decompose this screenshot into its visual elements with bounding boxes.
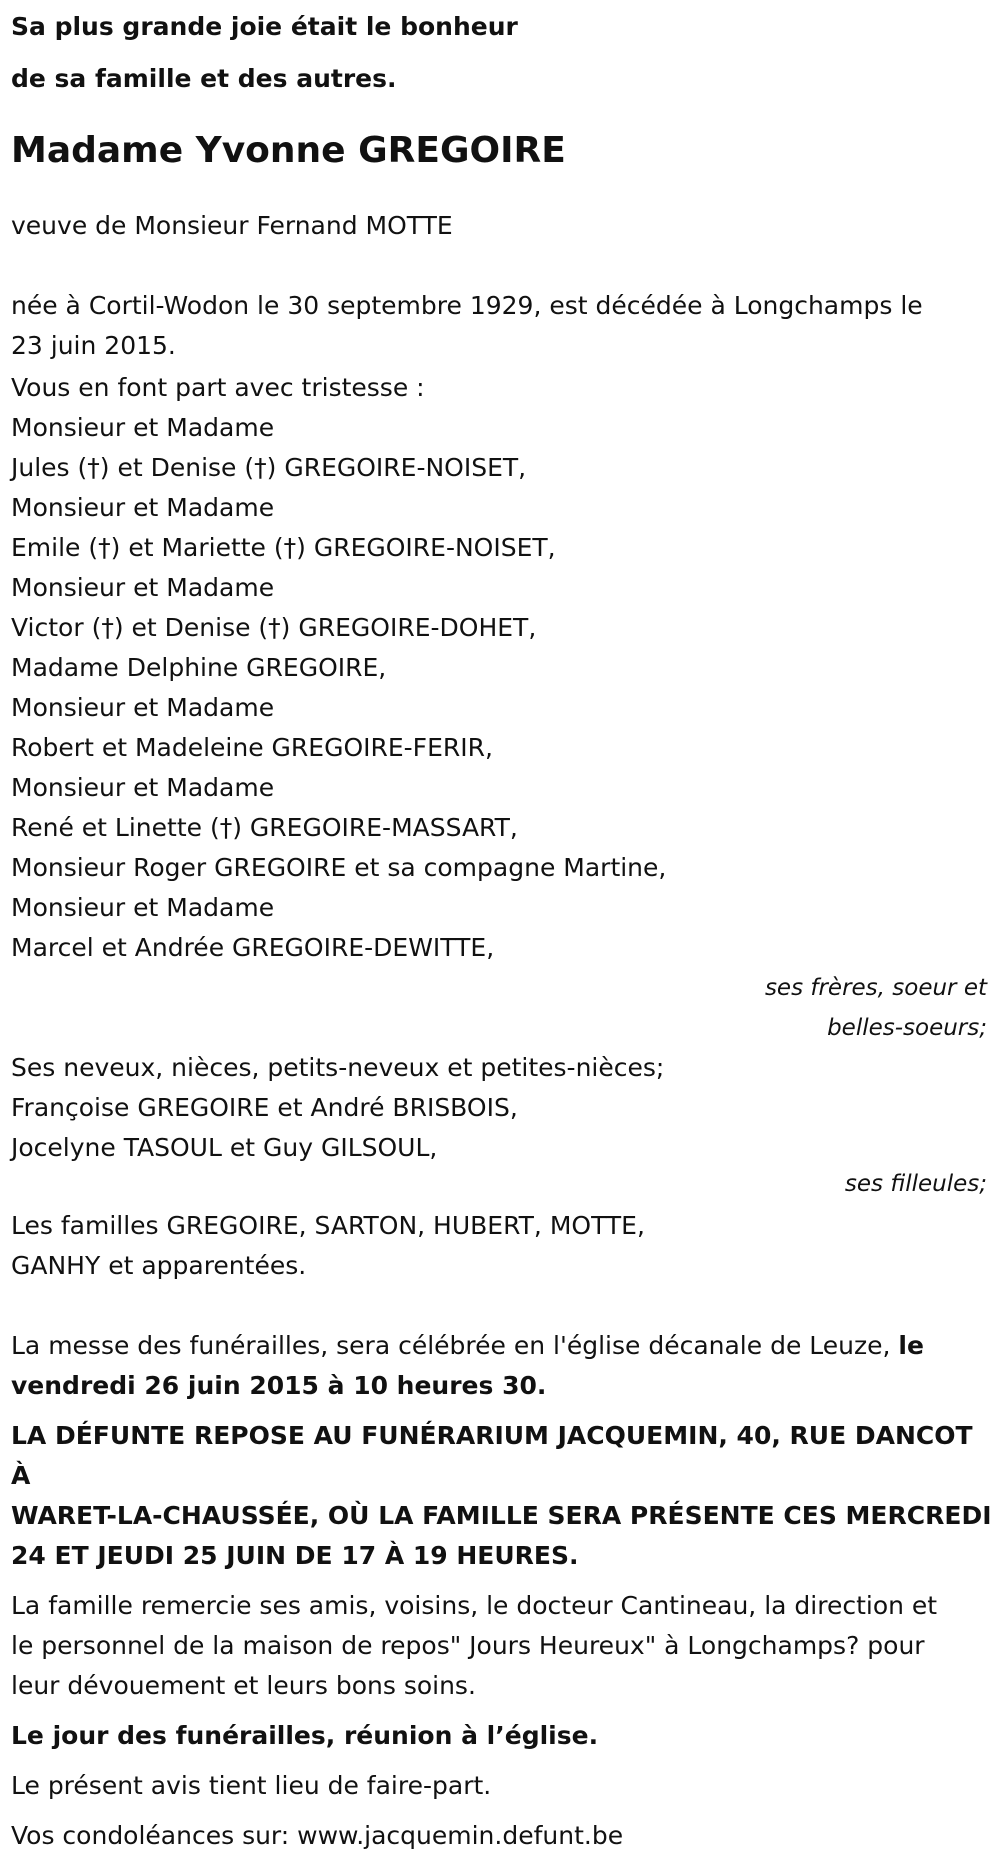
sibling-line: Robert et Madeleine GREGOIRE-FERIR, — [11, 733, 493, 762]
godchildren-role: ses filleules; — [844, 1171, 987, 1197]
repose-line: LA DÉFUNTE REPOSE AU FUNÉRARIUM JACQUEMIN, 40, RUE DANCOT À — [11, 1421, 973, 1490]
sibling-line: Monsieur Roger GREGOIRE et sa compagne Martine, — [11, 853, 667, 882]
thanks-line: La famille remercie ses amis, voisins, le docteur Cantineau, la direction et — [11, 1591, 938, 1620]
sibling-line: Monsieur et Madame — [11, 893, 275, 922]
sibling-line: Monsieur et Madame — [11, 493, 275, 522]
family-intro: Vous en font part avec tristesse : — [11, 373, 425, 402]
birth-death-line: 23 juin 2015. — [11, 331, 176, 360]
mass-line — [11, 1326, 993, 1366]
thanks-line: le personnel de la maison de repos" Jours Heureux" à Longchamps? pour — [11, 1631, 925, 1660]
siblings-role: belles-soeurs; — [827, 1015, 987, 1041]
families-line: Les familles GREGOIRE, SARTON, HUBERT, MOTTE, — [11, 1211, 645, 1240]
sibling-line: Monsieur et Madame — [11, 773, 275, 802]
sibling-line: René et Linette (†) GREGOIRE-MASSART, — [11, 813, 518, 842]
epigraph-line: Sa plus grande joie était le bonheur — [11, 12, 518, 41]
sibling-line: Monsieur et Madame — [11, 693, 275, 722]
siblings-role: ses frères, soeur et — [764, 975, 987, 1001]
thanks-line: leur dévouement et leurs bons soins. — [11, 1671, 476, 1700]
godchild-line: Françoise GREGOIRE et André BRISBOIS, — [11, 1093, 518, 1122]
mass-date-start: le — [898, 1331, 924, 1360]
sibling-line: Marcel et Andrée GREGOIRE-DEWITTE, — [11, 933, 495, 962]
sibling-line: Monsieur et Madame — [11, 573, 275, 602]
families-line: GANHY et apparentées. — [11, 1251, 307, 1280]
deceased-name: Madame Yvonne GREGOIRE — [11, 130, 566, 171]
mass-text: La messe des funérailles, sera célébrée en l'église décanale de Leuze, — [11, 1331, 899, 1360]
epigraph — [11, 0, 993, 104]
epigraph-line: de sa famille et des autres. — [11, 64, 397, 93]
condolences-line: Vos condoléances sur: www.jacquemin.defunt.be — [11, 1821, 624, 1850]
sibling-line: Jules (†) et Denise (†) GREGOIRE-NOISET, — [11, 453, 527, 482]
sibling-line: Emile (†) et Mariette (†) GREGOIRE-NOISET, — [11, 533, 556, 562]
spouse-line: veuve de Monsieur Fernand MOTTE — [11, 211, 453, 240]
godchild-line: Jocelyne TASOUL et Guy GILSOUL, — [11, 1133, 438, 1162]
repose-line: WARET-LA-CHAUSSÉE, OÙ LA FAMILLE SERA PRÉSENTE CES MERCREDI — [11, 1501, 992, 1530]
notice-line: Le présent avis tient lieu de faire-part. — [11, 1771, 492, 1800]
reunion-line: Le jour des funérailles, réunion à l’église. — [11, 1721, 599, 1750]
birth-death-line: née à Cortil-Wodon le 30 septembre 1929, est décédée à Longchamps le — [11, 291, 923, 320]
nephews-line: Ses neveux, nièces, petits-neveux et petites-nièces; — [11, 1053, 665, 1082]
siblings-list — [11, 408, 993, 968]
mass-date: vendredi 26 juin 2015 à 10 heures 30. — [11, 1371, 547, 1400]
sibling-line: Victor (†) et Denise (†) GREGOIRE-DOHET, — [11, 613, 537, 642]
sibling-line: Madame Delphine GREGOIRE, — [11, 653, 387, 682]
repose-line: 24 ET JEUDI 25 JUIN DE 17 À 19 HEURES. — [11, 1541, 579, 1570]
obituary-notice — [11, 0, 993, 1856]
sibling-line: Monsieur et Madame — [11, 413, 275, 442]
